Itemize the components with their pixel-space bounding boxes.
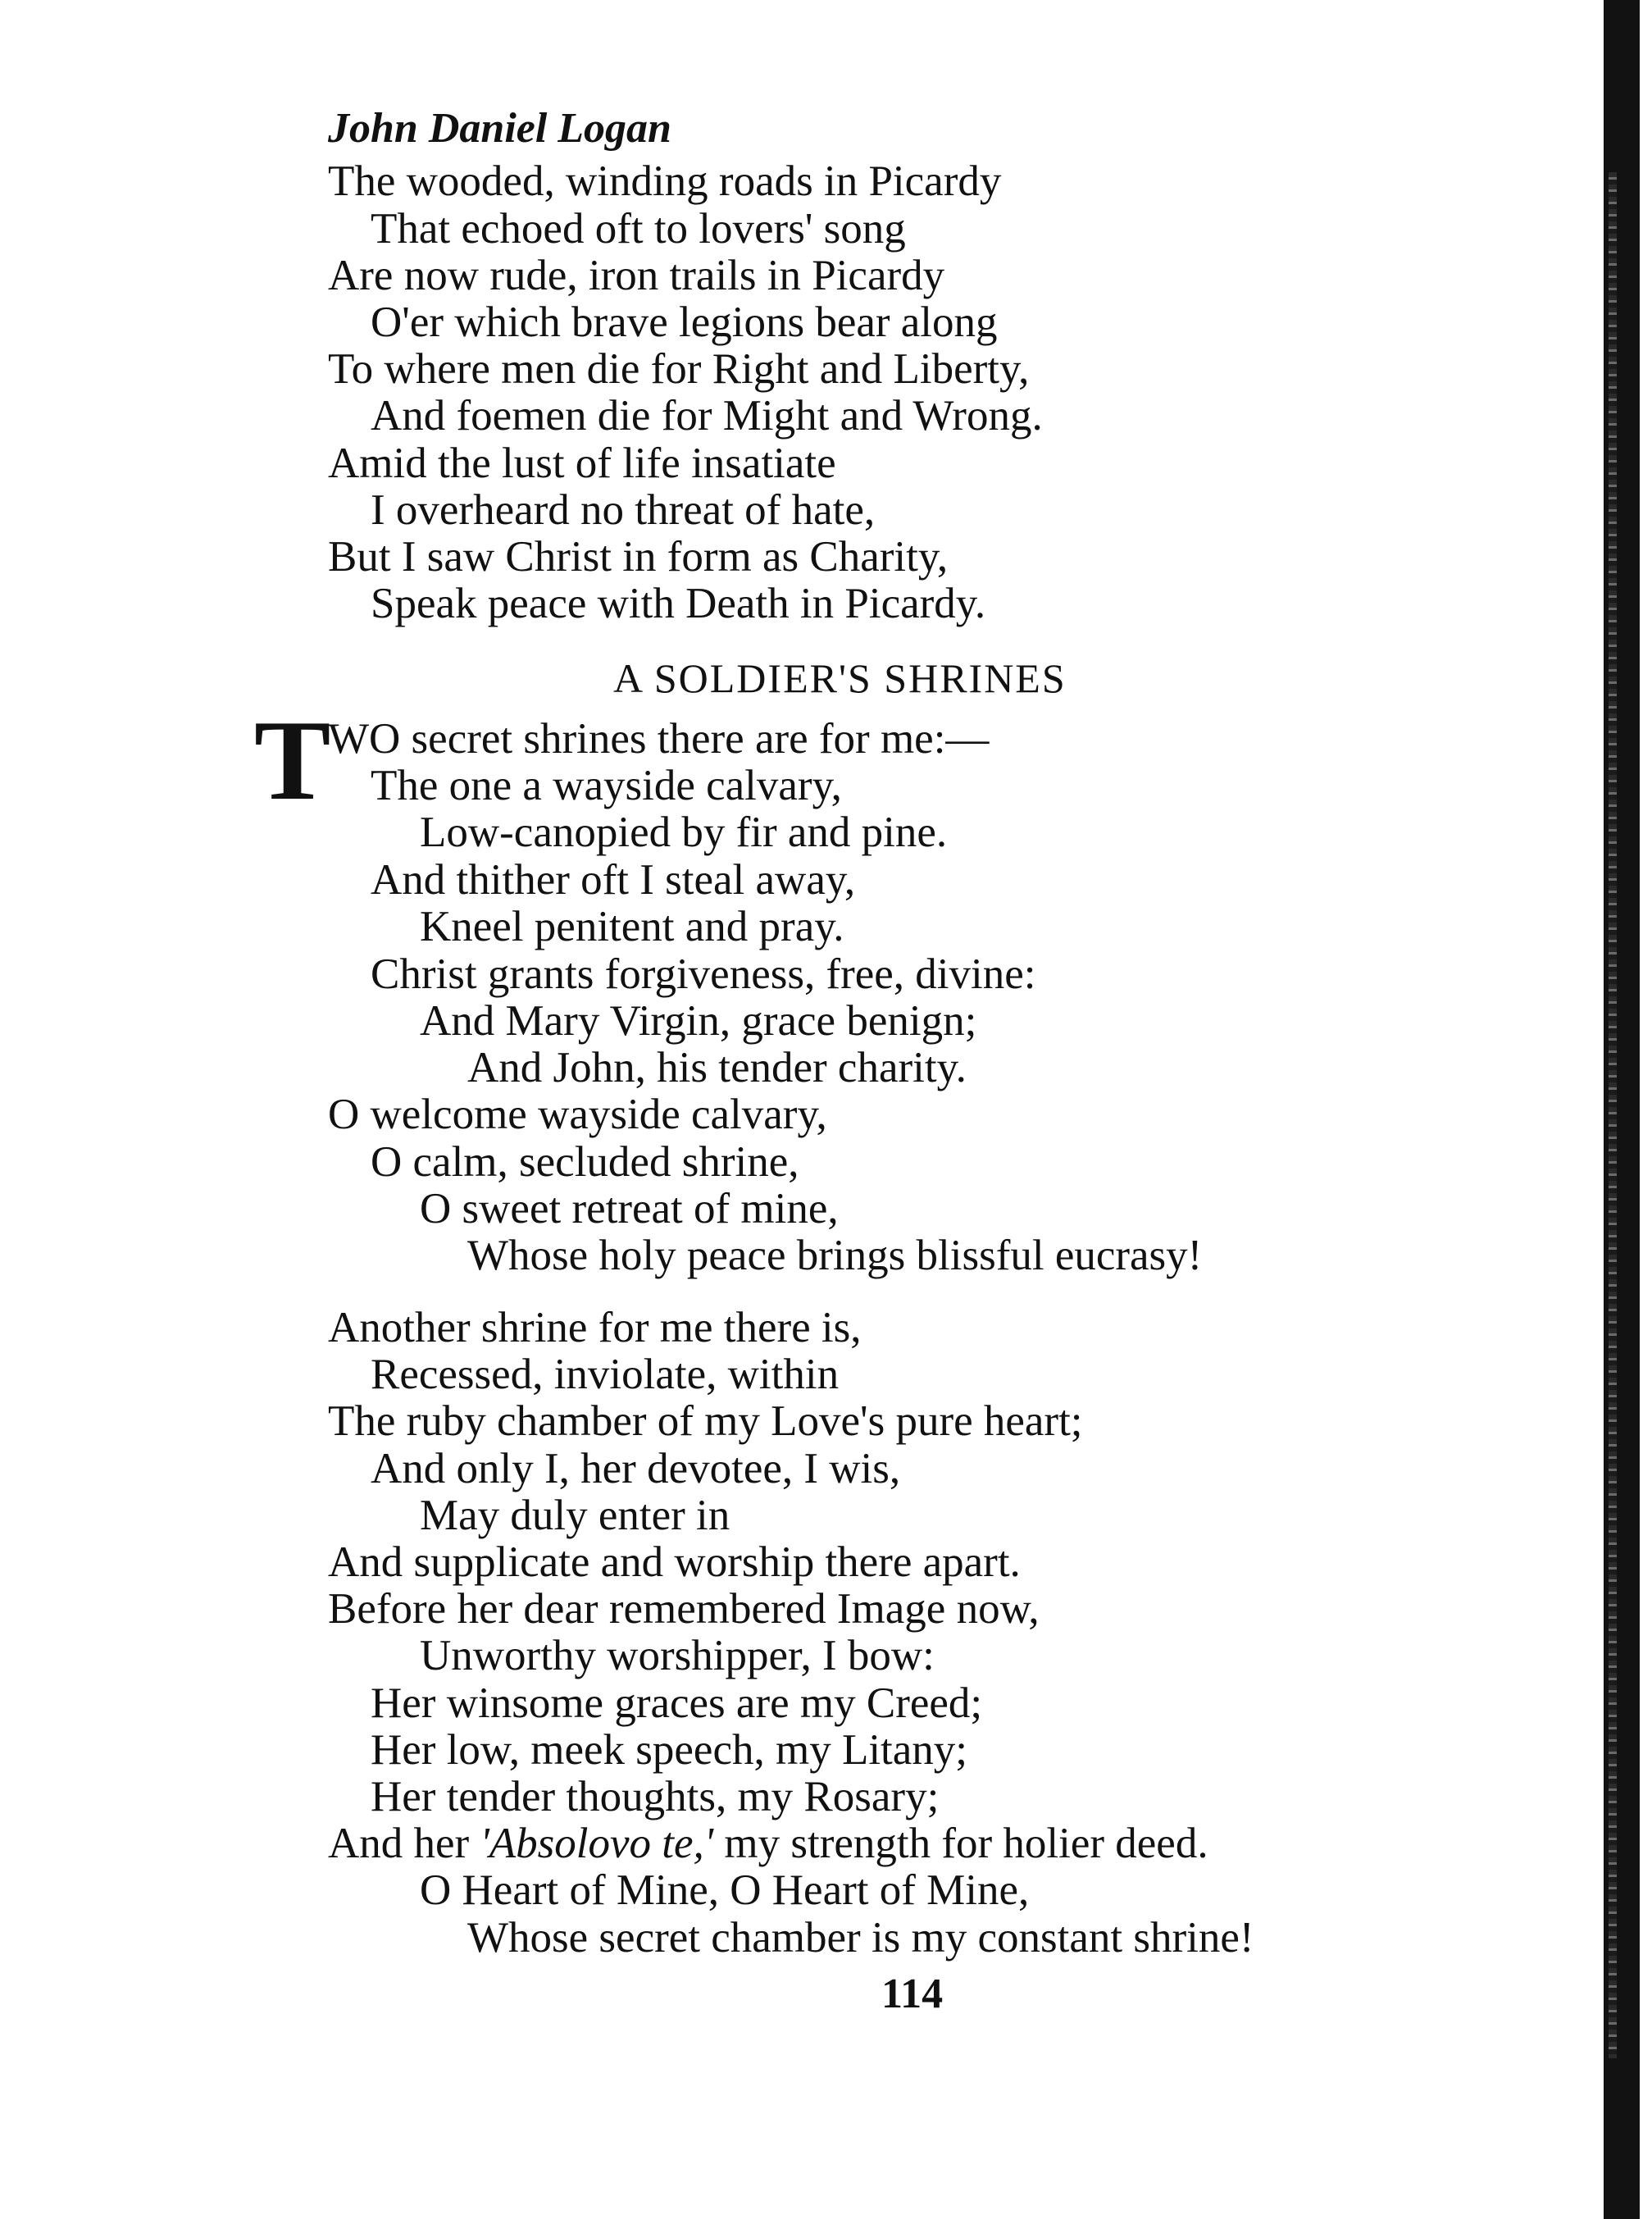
poem2-line: Her winsome graces are my Creed; [371, 1679, 983, 1727]
poem2-line: Low-canopied by fir and pine. [420, 809, 948, 856]
poem1-line: To where men die for Right and Liberty, [328, 345, 1030, 393]
absolvo-prefix: And her [328, 1820, 480, 1867]
poem2-line: O calm, secluded shrine, [371, 1138, 799, 1186]
drop-cap: T [254, 697, 331, 824]
poem2-line: The one a wayside calvary, [371, 762, 842, 809]
poem2-line: Recessed, inviolate, within [371, 1351, 840, 1398]
poem2-absolvo-line [328, 1820, 1208, 1867]
poem2-line: And thither oft I steal away, [371, 856, 856, 904]
poem2-line: Her tender thoughts, my Rosary; [371, 1773, 940, 1820]
poem1-line: And foemen die for Might and Wrong. [371, 392, 1043, 440]
poem1-line: Are now rude, iron trails in Picardy [328, 252, 945, 299]
poem2-line: And John, his tender charity. [467, 1044, 967, 1091]
poem1-line: O'er which brave legions bear along [371, 298, 998, 346]
poem2-line: Unworthy worshipper, I bow: [420, 1632, 935, 1679]
poem2-line: O welcome wayside calvary, [328, 1091, 827, 1138]
poem2-line: The ruby chamber of my Love's pure heart; [328, 1397, 1083, 1445]
poem1-line: Amid the lust of life insatiate [328, 440, 836, 487]
poem2-line: May duly enter in [420, 1492, 730, 1539]
poem2-line: And Mary Virgin, grace benign; [420, 997, 977, 1045]
poem2-line: Christ grants forgiveness, free, divine: [371, 950, 1036, 998]
poem2-line: Her low, meek speech, my Litany; [371, 1726, 968, 1774]
poem1-line: Speak peace with Death in Picardy. [371, 580, 986, 627]
poem1-line: But I saw Christ in form as Charity, [328, 533, 949, 581]
poem2-line: Another shrine for me there is, [328, 1304, 862, 1351]
poem2-line: And only I, her devotee, I wis, [371, 1445, 901, 1492]
poem2-line: Whose secret chamber is my constant shrine! [467, 1914, 1254, 1962]
poem1-line: I overheard no threat of hate, [371, 486, 876, 534]
poem2-line: O sweet retreat of mine, [420, 1185, 839, 1233]
page-number: 114 [881, 1971, 944, 2017]
author-name: John Daniel Logan [328, 105, 671, 152]
poem1-line: The wooded, winding roads in Picardy [328, 157, 1002, 205]
book-spine-edge [1604, 0, 1640, 2219]
poem1-line: That echoed oft to lovers' song [371, 205, 906, 253]
poem-title: A SOLDIER'S SHRINES [613, 655, 1067, 701]
absolvo-italic: 'Absolovo te,' [480, 1820, 714, 1867]
poem2-line: O Heart of Mine, O Heart of Mine, [420, 1866, 1030, 1914]
poem2-line: Kneel penitent and pray. [420, 903, 844, 950]
poem2-line: Whose holy peace brings blissful eucrasy! [467, 1232, 1203, 1279]
poem2-line: And supplicate and worship there apart. [328, 1538, 1021, 1586]
poem2-line: Before her dear remembered Image now, [328, 1585, 1040, 1633]
poem2-first-line: WO secret shrines there are for me:— [328, 715, 990, 763]
absolvo-suffix: my strength for holier deed. [713, 1820, 1208, 1867]
